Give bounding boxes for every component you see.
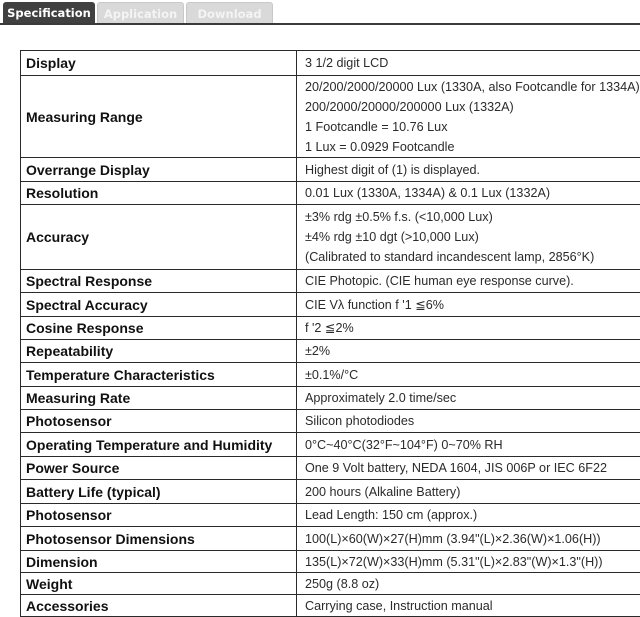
- spec-label: Display: [21, 51, 297, 76]
- spec-value-line: One 9 Volt battery, NEDA 1604, JIS 006P or IEC 6F22: [305, 458, 640, 478]
- spec-row: [21, 433, 640, 457]
- spec-value-line: CIE Vλ function f '1 ≦6%: [305, 295, 640, 315]
- spec-label: Battery Life (typical): [21, 480, 297, 504]
- spec-value: [297, 363, 640, 387]
- spec-value-line: 100(L)×60(W)×27(H)mm (3.94"(L)×2.36(W)×1.06(H)): [305, 529, 640, 549]
- spec-value: [297, 205, 640, 270]
- tab-underline: [0, 23, 640, 25]
- spec-value-line: Silicon photodiodes: [305, 411, 640, 431]
- spec-value-line: 20/200/2000/20000 Lux (1330A, also Footcandle for 1334A): [305, 77, 640, 97]
- spec-row: [21, 76, 640, 158]
- spec-value: [297, 158, 640, 182]
- spec-row: [21, 387, 640, 410]
- spec-value: [297, 504, 640, 527]
- spec-value-line: Highest digit of (1) is displayed.: [305, 160, 640, 180]
- spec-value-line: f '2 ≦2%: [305, 318, 640, 338]
- specification-table: [20, 50, 640, 617]
- spec-value: [297, 573, 640, 595]
- spec-value-line: ±3% rdg ±0.5% f.s. (<10,000 Lux): [305, 207, 640, 227]
- spec-row: [21, 51, 640, 76]
- spec-row: [21, 205, 640, 270]
- spec-label: Repeatability: [21, 340, 297, 363]
- spec-value-line: CIE Photopic. (CIE human eye response curve).: [305, 271, 640, 291]
- spec-value: [297, 387, 640, 410]
- spec-value: [297, 182, 640, 205]
- spec-value-line: 1 Footcandle = 10.76 Lux: [305, 117, 640, 137]
- spec-row: [21, 480, 640, 504]
- spec-row: [21, 527, 640, 551]
- spec-value: [297, 457, 640, 480]
- spec-value-line: 250g (8.8 oz): [305, 574, 640, 594]
- spec-row: [21, 340, 640, 363]
- spec-row: [21, 595, 640, 617]
- spec-value: [297, 51, 640, 76]
- spec-value-line: ±0.1%/°C: [305, 365, 640, 385]
- spec-row: [21, 317, 640, 340]
- spec-row: [21, 551, 640, 573]
- spec-row: [21, 410, 640, 433]
- spec-value: [297, 410, 640, 433]
- spec-row: [21, 293, 640, 317]
- spec-value: [297, 270, 640, 293]
- spec-label: Power Source: [21, 457, 297, 480]
- spec-label: Overrange Display: [21, 158, 297, 182]
- spec-value: [297, 433, 640, 457]
- spec-value-line: 3 1/2 digit LCD: [305, 53, 640, 73]
- spec-value-line: Approximately 2.0 time/sec: [305, 388, 640, 408]
- spec-value-line: 0°C~40°C(32°F~104°F) 0~70% RH: [305, 435, 640, 455]
- spec-label: Cosine Response: [21, 317, 297, 340]
- spec-label: Spectral Response: [21, 270, 297, 293]
- spec-value-line: 0.01 Lux (1330A, 1334A) & 0.1 Lux (1332A): [305, 183, 640, 203]
- spec-value-line: Carrying case, Instruction manual: [305, 596, 640, 616]
- spec-value-line: Lead Length: 150 cm (approx.): [305, 505, 640, 525]
- spec-value: [297, 480, 640, 504]
- spec-value: [297, 595, 640, 617]
- spec-value: [297, 551, 640, 573]
- spec-label: Resolution: [21, 182, 297, 205]
- spec-label: Photosensor Dimensions: [21, 527, 297, 551]
- tab-specification[interactable]: Specification: [3, 2, 95, 25]
- spec-value-line: 135(L)×72(W)×33(H)mm (5.31"(L)×2.83"(W)×1.3"(H)): [305, 552, 640, 572]
- spec-label: Measuring Range: [21, 76, 297, 158]
- tab-bar: [0, 0, 640, 25]
- spec-label: Weight: [21, 573, 297, 595]
- spec-label: Spectral Accuracy: [21, 293, 297, 317]
- spec-label: Measuring Rate: [21, 387, 297, 410]
- spec-value: [297, 76, 640, 158]
- spec-value-line: (Calibrated to standard incandescent lamp, 2856°K): [305, 247, 640, 267]
- spec-label: Accessories: [21, 595, 297, 617]
- spec-row: [21, 363, 640, 387]
- spec-row: [21, 158, 640, 182]
- spec-row: [21, 457, 640, 480]
- tab-application[interactable]: Application: [97, 2, 184, 23]
- spec-value-line: ±2%: [305, 341, 640, 361]
- spec-value-line: 1 Lux = 0.0929 Footcandle: [305, 137, 640, 157]
- spec-label: Accuracy: [21, 205, 297, 270]
- spec-value: [297, 340, 640, 363]
- spec-label: Dimension: [21, 551, 297, 573]
- spec-value: [297, 527, 640, 551]
- spec-label: Operating Temperature and Humidity: [21, 433, 297, 457]
- spec-row: [21, 573, 640, 595]
- tab-download[interactable]: Download: [186, 2, 273, 23]
- spec-label: Photosensor: [21, 410, 297, 433]
- spec-value: [297, 317, 640, 340]
- spec-value: [297, 293, 640, 317]
- spec-value-line: 200/2000/20000/200000 Lux (1332A): [305, 97, 640, 117]
- spec-row: [21, 504, 640, 527]
- spec-row: [21, 182, 640, 205]
- spec-label: Photosensor: [21, 504, 297, 527]
- spec-value-line: ±4% rdg ±10 dgt (>10,000 Lux): [305, 227, 640, 247]
- spec-row: [21, 270, 640, 293]
- spec-value-line: 200 hours (Alkaline Battery): [305, 482, 640, 502]
- spec-label: Temperature Characteristics: [21, 363, 297, 387]
